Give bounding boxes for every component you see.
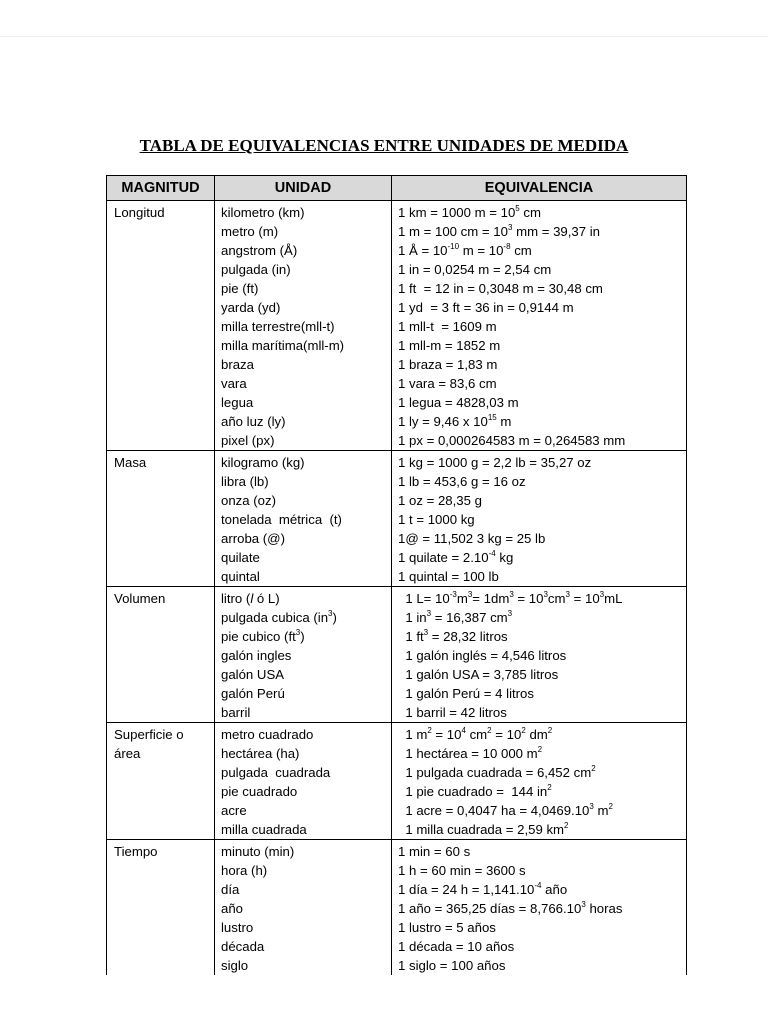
header-unidad: UNIDAD bbox=[215, 176, 392, 201]
equivalencia-item: 1 Å = $10^{-10}$ $m = 10^{-8}$ cm bbox=[398, 242, 532, 258]
unidad-item: pie (ft) bbox=[221, 281, 259, 296]
equivalencia-item: 1 mll-m = 1852 m bbox=[398, 338, 501, 353]
unidad-cell bbox=[215, 201, 392, 451]
unidad-item: metro (m) bbox=[221, 224, 279, 239]
unidad-item: pulgada cuadrada bbox=[221, 765, 331, 780]
magnitud-cell bbox=[107, 587, 215, 723]
equivalencia-item: 1 h = 60 min = 3600 s bbox=[398, 863, 526, 878]
magnitud-cell bbox=[107, 840, 215, 976]
table-header-row bbox=[107, 176, 687, 201]
unidad-item: pulgada cubica $(in^3)$ bbox=[221, 609, 337, 625]
unidad-item: quintal bbox=[221, 569, 260, 584]
unidad-item: arroba (@) bbox=[221, 531, 285, 546]
equivalencia-item: 1 m = 100 cm = $10^3$ mm = 39,37 in bbox=[398, 223, 601, 239]
unidad-item: milla cuadrada bbox=[221, 822, 307, 837]
unidad-item: hora (h) bbox=[221, 863, 268, 878]
unidad-item: pie cubico $(ft^3)$ bbox=[221, 628, 305, 644]
equivalencia-item: 1 px = 0,000264583 m = 0,264583 mm bbox=[398, 433, 626, 448]
unidad-item: milla terrestre(mll-t) bbox=[221, 319, 335, 334]
unidad-item: acre bbox=[221, 803, 247, 818]
equivalencia-item: 1 década = 10 años bbox=[398, 939, 515, 954]
equivalencia-item: 1 $in^3 = 16,387$ $cm^3$ bbox=[398, 609, 513, 625]
unidad-item: minuto (min) bbox=[221, 844, 295, 859]
table-row bbox=[107, 451, 687, 587]
header-magnitud: MAGNITUD bbox=[107, 176, 215, 201]
unidad-cell bbox=[215, 840, 392, 976]
equivalencia-item: 1 quintal = 100 lb bbox=[398, 569, 499, 584]
equivalencia-cell bbox=[392, 723, 687, 840]
equivalences-table bbox=[106, 175, 687, 975]
unidad-item: metro cuadrado bbox=[221, 727, 314, 742]
equivalencia-item: 1 kg = 1000 g = 2,2 lb = 35,27 oz bbox=[398, 455, 592, 470]
unidad-item: litro (l ó L) bbox=[221, 591, 280, 606]
unidad-item: angstrom (Å) bbox=[221, 243, 298, 258]
unidad-item: hectárea (ha) bbox=[221, 746, 300, 761]
unidad-cell bbox=[215, 723, 392, 840]
equivalencia-item: 1 oz = 28,35 g bbox=[398, 493, 482, 508]
unidad-item: onza (oz) bbox=[221, 493, 276, 508]
unidad-item: año bbox=[221, 901, 244, 916]
table-row bbox=[107, 840, 687, 976]
unidad-item: galón Perú bbox=[221, 686, 285, 701]
equivalencia-item: 1 lb = 453,6 g = 16 oz bbox=[398, 474, 526, 489]
unidad-item: día bbox=[221, 882, 240, 897]
equivalencia-item: 1 milla cuadrada = 2,59 $km^2$ bbox=[398, 821, 569, 837]
unidad-cell bbox=[215, 451, 392, 587]
equivalencia-item: 1 $m^2 = 10^4$ $cm^2 = 10^2$ $dm^2$ bbox=[398, 726, 553, 742]
unidad-item: pixel (px) bbox=[221, 433, 275, 448]
equivalencia-item: 1 braza = 1,83 m bbox=[398, 357, 498, 372]
equivalencia-item: 1 año = 365,25 días = $8,766.10^3$ horas bbox=[398, 900, 623, 916]
unidad-item: braza bbox=[221, 357, 254, 372]
unidad-item: libra (lb) bbox=[221, 474, 269, 489]
equivalencia-item: 1 día = 24 $h = 1,141.10^{-4}$ año bbox=[398, 881, 568, 897]
unidad-item: pulgada (in) bbox=[221, 262, 291, 277]
unidad-item: quilate bbox=[221, 550, 260, 565]
unidad-cell bbox=[215, 587, 392, 723]
equivalencia-item: 1 km = 1000 $m = 10^5$ cm bbox=[398, 204, 541, 220]
unidad-item: galón ingles bbox=[221, 648, 292, 663]
table-row bbox=[107, 201, 687, 451]
equivalencia-item: 1 $ft^3 = 28,32$ litros bbox=[398, 628, 508, 644]
magnitud-label: Longitud bbox=[114, 205, 165, 220]
magnitud-cell bbox=[107, 451, 215, 587]
unidad-item: kilogramo (kg) bbox=[221, 455, 305, 470]
magnitud-cell bbox=[107, 723, 215, 840]
equivalencia-item: 1 pulgada cuadrada = 6,452 $cm^2$ bbox=[398, 764, 596, 780]
equivalencia-item: 1 galón USA = 3,785 litros bbox=[398, 667, 559, 682]
unidad-item: lustro bbox=[221, 920, 254, 935]
unidad-item: pie cuadrado bbox=[221, 784, 298, 799]
header-equivalencia: EQUIVALENCIA bbox=[392, 176, 687, 201]
equivalencia-cell bbox=[392, 587, 687, 723]
equivalencia-item: 1 yd = 3 ft = 36 in = 0,9144 m bbox=[398, 300, 574, 315]
equivalencia-item: 1 barril = 42 litros bbox=[398, 705, 507, 720]
unidad-item: siglo bbox=[221, 958, 249, 973]
equivalencia-item: 1 galón Perú = 4 litros bbox=[398, 686, 534, 701]
document-title: TABLA DE EQUIVALENCIAS ENTRE UNIDADES DE MEDIDA bbox=[139, 136, 629, 155]
equivalencia-cell bbox=[392, 201, 687, 451]
equivalencia-item: 1 ft = 12 in = 0,3048 m = 30,48 cm bbox=[398, 281, 603, 296]
equivalencia-item: 1 hectárea = 10 000 $m^2$ bbox=[398, 745, 543, 761]
unidad-item: yarda (yd) bbox=[221, 300, 281, 315]
equivalencia-cell bbox=[392, 451, 687, 587]
magnitud-label: Superficie o bbox=[114, 727, 184, 742]
equivalencia-item: 1 lustro = 5 años bbox=[398, 920, 496, 935]
equivalencia-item: 1 $L= 10^{-3}m^3= 1dm^3 = 10^3cm^3 = 10^3mL$ bbox=[398, 590, 623, 606]
equivalencia-item: 1 in = 0,0254 m = 2,54 cm bbox=[398, 262, 552, 277]
table-row bbox=[107, 723, 687, 840]
equivalencia-item: 1 vara = 83,6 cm bbox=[398, 376, 497, 391]
viewer-top-bar bbox=[0, 0, 768, 37]
equivalencia-item: 1 pie cuadrado = 144 $in^2$ bbox=[398, 783, 552, 799]
magnitud-label: Tiempo bbox=[114, 844, 158, 859]
magnitud-label: Masa bbox=[114, 455, 147, 470]
unidad-item: vara bbox=[221, 376, 247, 391]
equivalencia-item: 1 legua = 4828,03 m bbox=[398, 395, 519, 410]
equivalencia-item: 1 ly = 9,46 x $10^{15}$ m bbox=[398, 413, 512, 429]
magnitud-label: Volumen bbox=[114, 591, 166, 606]
unidad-item: barril bbox=[221, 705, 251, 720]
unidad-item: kilometro (km) bbox=[221, 205, 305, 220]
unidad-item: década bbox=[221, 939, 265, 954]
equivalencia-item: 1 mll-t = 1609 m bbox=[398, 319, 497, 334]
equivalencia-item: 1 siglo = 100 años bbox=[398, 958, 506, 973]
equivalencia-item: 1 galón inglés = 4,546 litros bbox=[398, 648, 567, 663]
table-row bbox=[107, 587, 687, 723]
magnitud-cell bbox=[107, 201, 215, 451]
unidad-item: tonelada métrica (t) bbox=[221, 512, 342, 527]
unidad-item: año luz (ly) bbox=[221, 414, 286, 429]
equivalencia-item: 1 t = 1000 kg bbox=[398, 512, 475, 527]
unidad-item: milla marítima(mll-m) bbox=[221, 338, 345, 353]
equivalencia-item: 1 min = 60 s bbox=[398, 844, 471, 859]
equivalencia-cell bbox=[392, 840, 687, 976]
equivalencia-item: 1 quilate = $2.10^{-4}$ kg bbox=[398, 549, 514, 565]
unidad-item: galón USA bbox=[221, 667, 285, 682]
magnitud-label: área bbox=[114, 746, 141, 761]
equivalencia-item: 1 acre = 0,4047 ha = $4,0469.10^3$ $m^2$ bbox=[398, 802, 613, 818]
equivalencia-item: 1@ = 11,502 3 kg = 25 lb bbox=[398, 531, 546, 546]
unidad-item: legua bbox=[221, 395, 254, 410]
